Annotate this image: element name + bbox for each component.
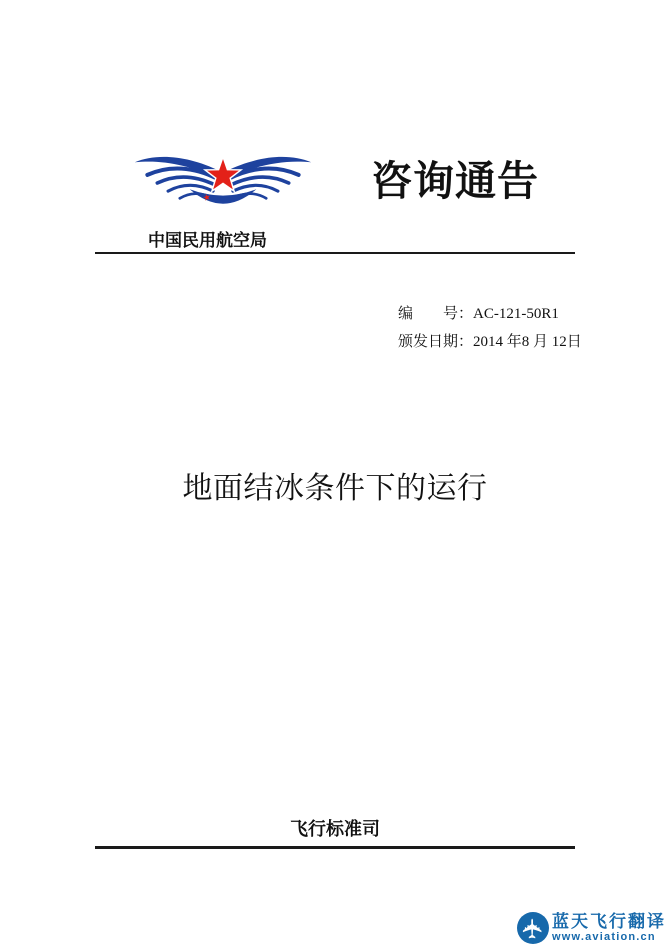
issue-date-value: 2014 年8 月 12日 [473,334,582,350]
watermark-brand: 蓝天飞行翻译 [552,911,666,931]
doc-type-title: 咨询通告 [371,158,539,204]
doc-number-value: AC-121-50R1 [473,306,559,322]
airplane-icon: ✈ [517,916,549,940]
footer-divider-line [95,846,575,849]
watermark-text-block [552,913,666,944]
watermark-url: www.aviation.cn [552,931,656,944]
airplane-circle-icon [517,912,549,944]
issue-date-label: 颁发日期： [398,334,474,350]
document-title: 地面结冰条件下的运行 [182,472,488,505]
agency-name: 中国民用航空局 [148,231,267,250]
issuing-department: 飞行标准司 [290,819,380,839]
caac-wings-logo-svg [133,151,313,215]
translation-watermark [517,912,666,944]
doc-meta-block [398,300,582,356]
header-divider-line [95,252,575,254]
doc-number-label: 编 号： [398,306,474,322]
caac-wings-logo [133,151,313,215]
doc-number-row [398,300,582,328]
issue-date-row [398,328,582,356]
